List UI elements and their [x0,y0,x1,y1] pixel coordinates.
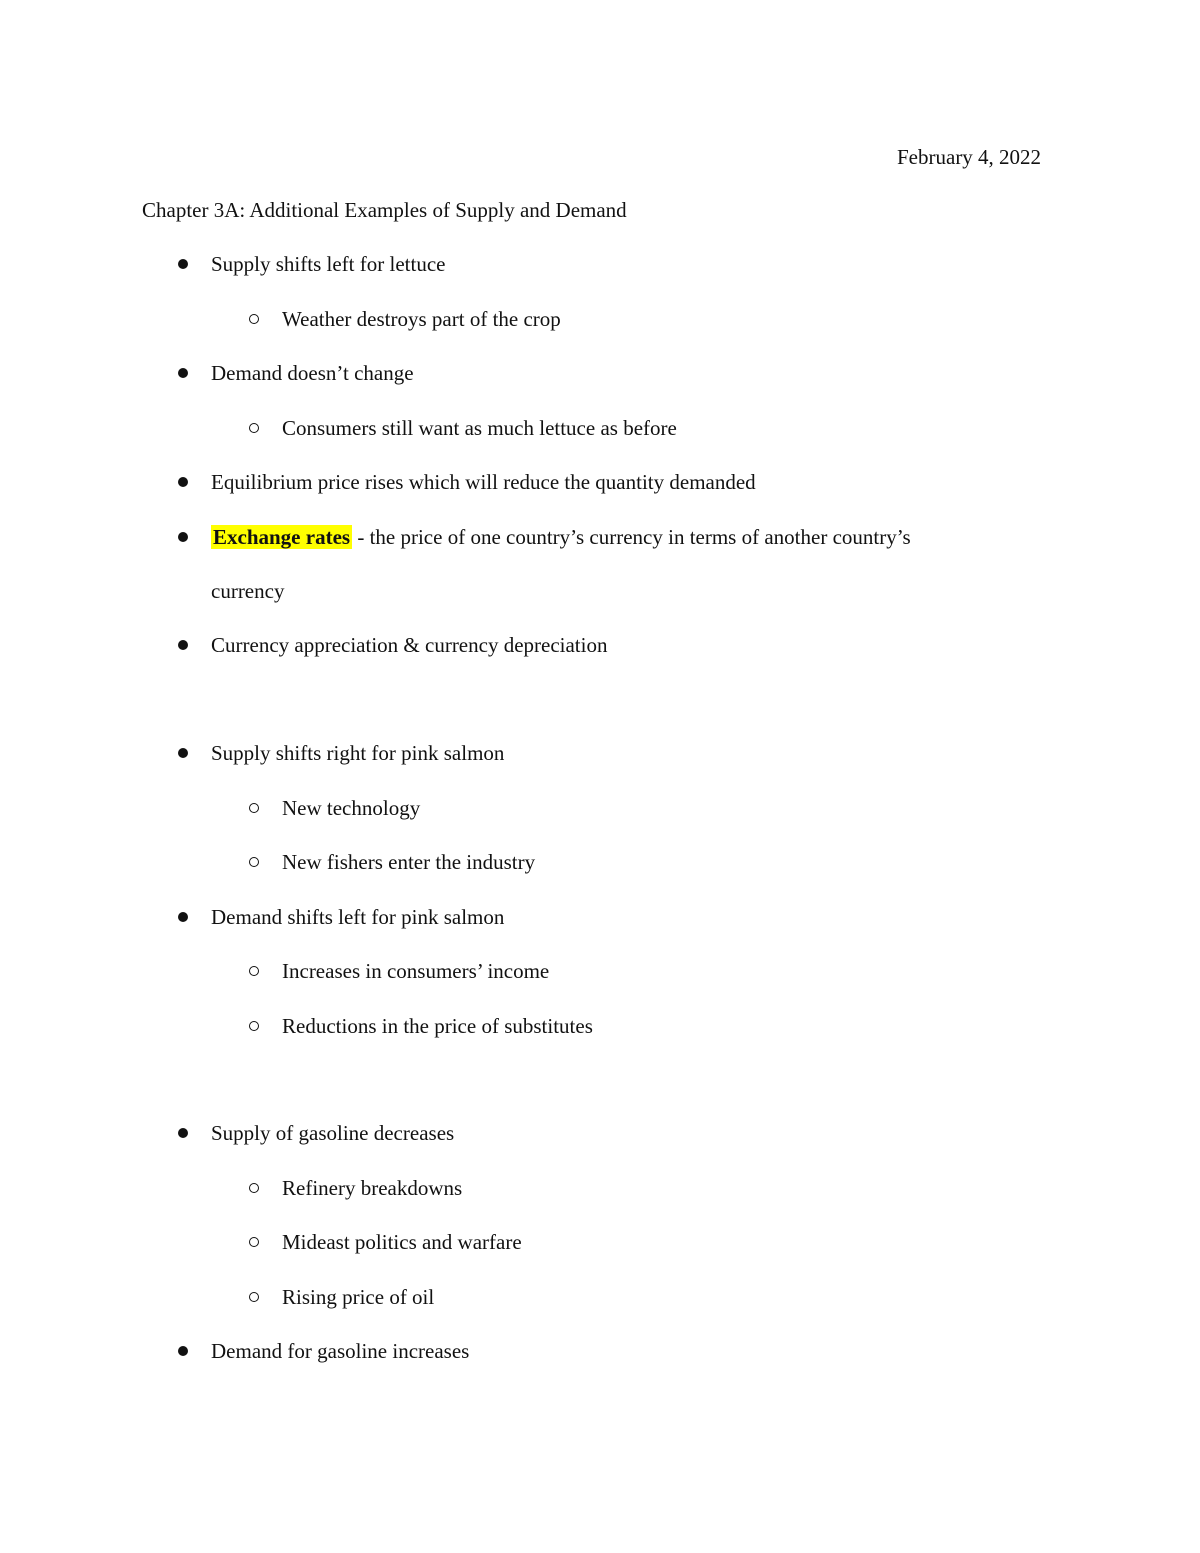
list-item: Demand shifts left for pink salmon [211,905,505,929]
sub-list-item: Refinery breakdowns [282,1176,463,1200]
list-item: Equilibrium price rises which will reduce the quantity demanded [211,470,756,494]
sub-bullet-icon [249,803,259,813]
sub-bullet-icon [249,423,259,433]
bullet-icon [178,912,188,922]
bullet-icon [178,748,188,758]
bullet-icon [178,259,188,269]
sub-list-item: Mideast politics and warfare [282,1230,522,1254]
list-item: Demand for gasoline increases [211,1339,470,1363]
bullet-icon [178,1128,188,1138]
bullet-icon [178,640,188,650]
bullet-icon [178,532,188,542]
sub-bullet-icon [249,1237,259,1247]
definition-text: - the price of one country’s currency in terms of another country’s [352,525,911,549]
chapter-heading: Chapter 3A: Additional Examples of Supply and Demand [142,198,627,222]
list-item: Supply of gasoline decreases [211,1121,455,1145]
sub-bullet-icon [249,1183,259,1193]
sub-list-item: Consumers still want as much lettuce as before [282,416,677,440]
sub-bullet-icon [249,1292,259,1302]
sub-bullet-icon [249,857,259,867]
bullet-icon [178,1346,188,1356]
sub-list-item: Rising price of oil [282,1285,435,1309]
list-item: Supply shifts right for pink salmon [211,741,505,765]
highlighted-term: Exchange rates [213,525,351,549]
sub-list-item: New fishers enter the industry [282,850,536,874]
sub-bullet-icon [249,314,259,324]
definition-continuation: currency [211,579,285,603]
list-item: Currency appreciation & currency depreciation [211,633,608,657]
sub-bullet-icon [249,1021,259,1031]
sub-list-item: New technology [282,796,421,820]
sub-bullet-icon [249,966,259,976]
bullet-icon [178,368,188,378]
sub-list-item: Weather destroys part of the crop [282,307,561,331]
list-item: Demand doesn’t change [211,361,414,385]
document-date: February 4, 2022 [897,145,1042,169]
list-item-definition [211,522,911,552]
sub-list-item: Reductions in the price of substitutes [282,1014,593,1038]
bullet-icon [178,477,188,487]
list-item: Supply shifts left for lettuce [211,252,446,276]
sub-list-item: Increases in consumers’ income [282,959,550,983]
